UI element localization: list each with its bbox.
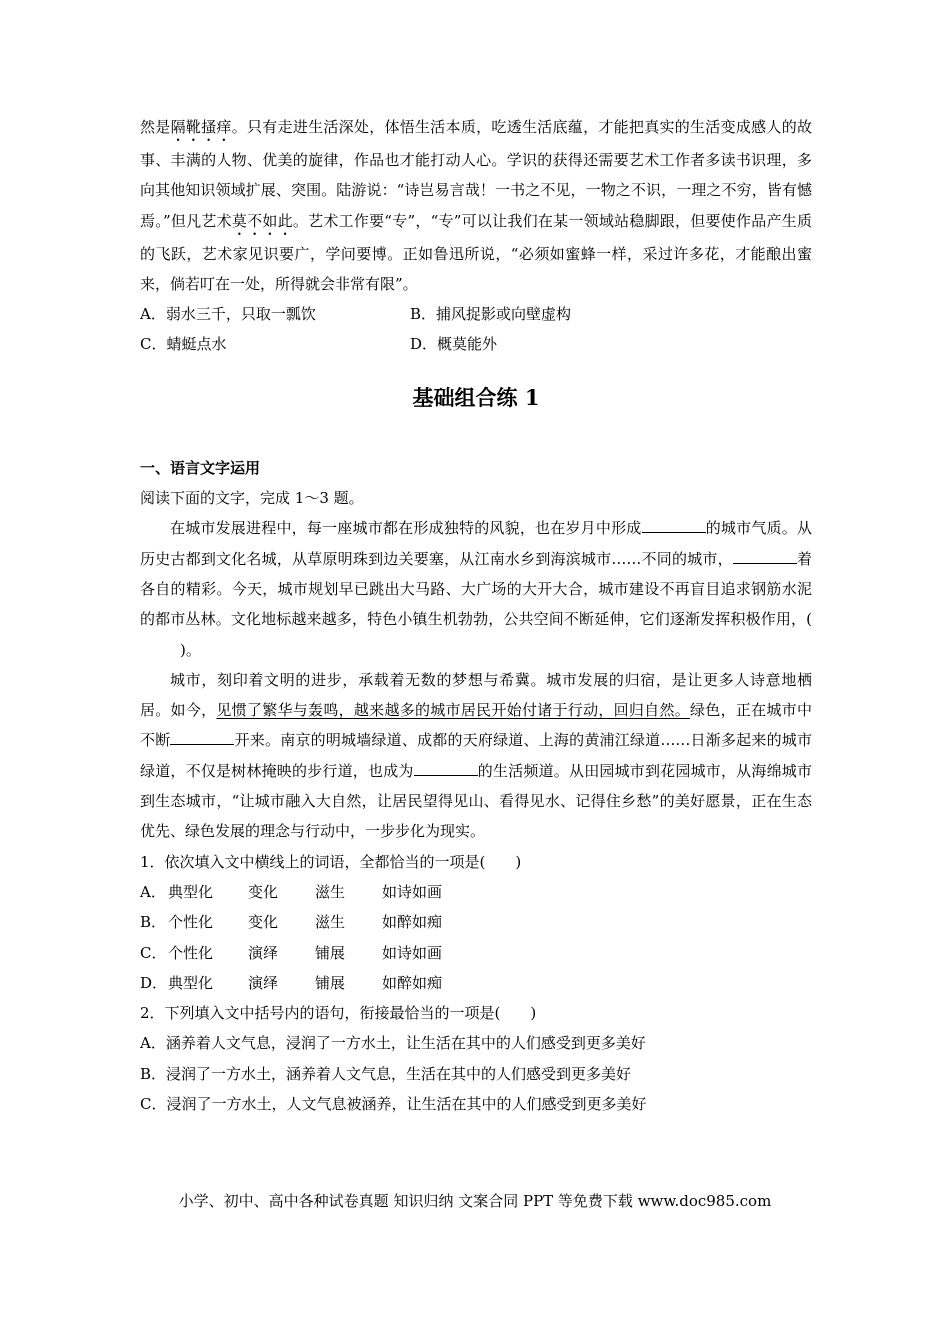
- document-page: [140, 112, 812, 1119]
- fill-blank-3: [170, 730, 234, 745]
- fill-blank-2: [733, 549, 797, 564]
- underlined-sentence: 见惯了繁华与轰鸣，越来越多的城市居民开始付诸于行动，回归自然。: [216, 701, 691, 720]
- question-1-option-b: B． 个性化 变化 滋生 如醉如痴: [140, 913, 443, 932]
- intro-option-c: C．蜻蜓点水: [140, 335, 227, 354]
- intro-emphasis-b: 莫不如此: [231, 211, 293, 230]
- question-1-option-a: A． 典型化 变化 滋生 如诗如画: [140, 882, 443, 901]
- fill-blank-4: [414, 761, 478, 776]
- passage-paragraph-2: 城市，刻印着文明的进步，承载着无数的梦想与希冀。城市发展的归宿，是让更多人诗意地栖居。如今，见惯了繁华与轰鸣，越来越多的城市居民开始付诸于行动，回归自然。绿色，正在城市中不断 开来。南京的明城墙绿道、成都的天府绿道、上海的黄浦江绿道……日渐多起来的城市绿道，不仅是树林掩映的步行道，也成为 的生活频道。从田园城市到花园城市，从海绵城市到生态城市，“让城市融入大自然，让居民望得见山、看得见水、记得住乡愁”的美好愿景，正在生态优先、绿色发展的理念与行动中，一步步化为现实。: [140, 670, 812, 841]
- reading-instruction: 阅读下面的文字，完成 1～3 题。: [140, 489, 364, 508]
- intro-emphasis-a: 隔靴搔痒: [170, 118, 232, 136]
- intro-option-b: B．捕风捉影或向壁虚构: [410, 305, 572, 324]
- question-1-option-c: C． 个性化 演绎 铺展 如诗如画: [140, 943, 443, 962]
- intro-text-a: 然是: [140, 118, 171, 136]
- question-2-stem: 2．下列填入文中括号内的语句，衔接最恰当的一项是( ): [140, 1004, 537, 1023]
- question-2-option-b: B．浸润了一方水土，涵养着人文气息，生活在其中的人们感受到更多美好: [140, 1064, 632, 1083]
- question-1-stem: 1．依次填入文中横线上的词语，全都恰当的一项是( ): [140, 852, 522, 871]
- intro-options-row-1: [140, 299, 812, 329]
- intro-text-c: 。艺术工作要“专”，“专”可以让我们在某一领域站稳脚跟，但要使作品产生质的飞跃，艺术家见识要广，学问要博。正如鲁迅所说，“必须如蜜蜂一样，采过许多花，才能酿出蜜来，倘若叮在一处，所得就会非常有限”。: [140, 211, 812, 293]
- section-heading: 一、语言文字运用: [140, 458, 261, 477]
- intro-option-d: D．概莫能外: [410, 335, 498, 354]
- intro-text-b: 。只有走进生活深处，体悟生活本质，吃透生活底蕴，才能把真实的生活变成感人的故事、丰满的人物、优美的旋律，作品也才能打动人心。学识的获得还需要艺术工作者多读书识理，多向其他知识领域扩展、突围。陆游说：“诗岂易言哉！一书之不见，一物之不识，一理之不穷，皆有憾焉。”但凡艺术: [140, 118, 812, 230]
- page-footer: 小学、初中、高中各种试卷真题 知识归纳 文案合同 PPT 等免费下载 www.doc985.com: [178, 1192, 772, 1210]
- passage-paragraph-1: 在城市发展进程中，每一座城市都在形成独特的风貌，也在岁月中形成 的城市气质。从历史古都到文化名城，从草原明珠到边关要塞，从江南水乡到海滨城市……不同的城市， 着各自的精彩。今天，城市规划早已跳出大马路、大广场的大开大合，城市建设不再盲目追求钢筋水泥的都市丛林。文化地标越来越多，特色小镇生机勃勃，公共空间不断延伸，它们逐渐发挥积极作用，()。: [140, 519, 812, 659]
- question-1-option-d: D．典型化 演绎 铺展 如醉如痴: [140, 973, 443, 992]
- intro-options-row-2: [140, 329, 812, 359]
- question-2-option-c: C．浸润了一方水土，人文气息被涵养，让生活在其中的人们感受到更多美好: [140, 1095, 647, 1114]
- question-2-option-a: A．涵养着人文气息，浸润了一方水土，让生活在其中的人们感受到更多美好: [140, 1034, 646, 1053]
- intro-option-a: A．弱水三千，只取一瓢饮: [140, 305, 316, 324]
- intro-paragraph: [140, 112, 812, 299]
- fill-blank-1: [642, 518, 706, 533]
- section-title: 基础组合练 1: [412, 384, 540, 410]
